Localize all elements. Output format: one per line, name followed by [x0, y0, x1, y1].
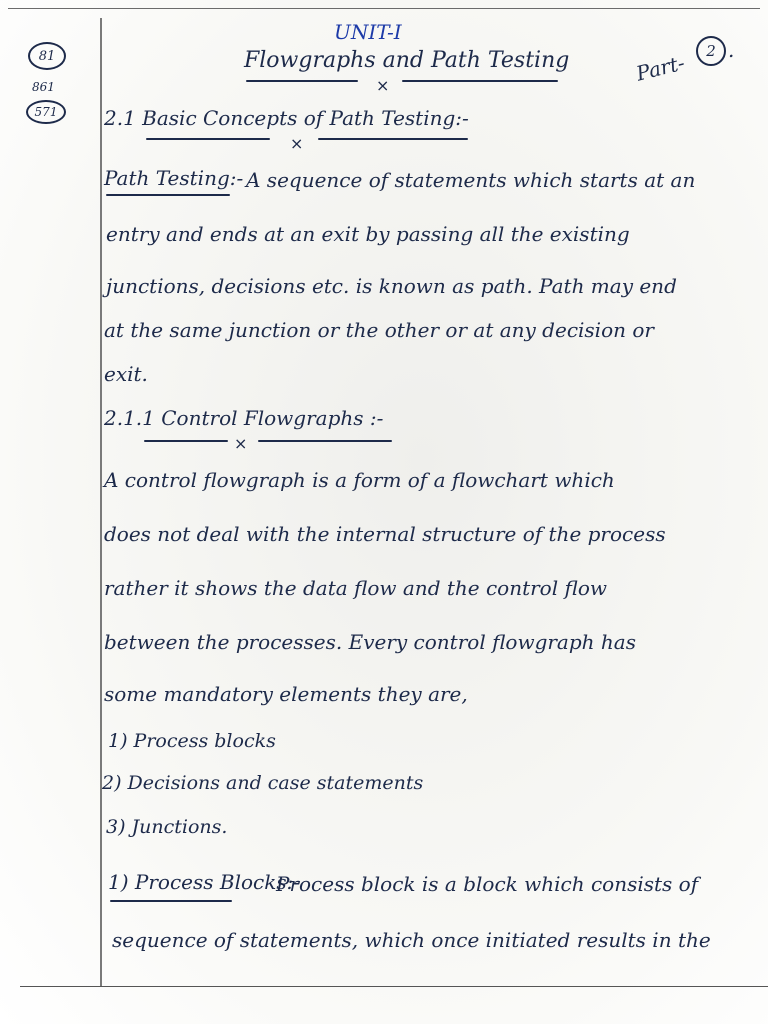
section-heading-2-1: 2.1 Basic Concepts of Path Testing:- [104, 106, 469, 130]
heading-underline-left [146, 138, 270, 140]
cross-mark: × [234, 434, 248, 453]
part-dot: . [728, 38, 735, 62]
body-line: rather it shows the data flow and the control flow [104, 576, 607, 600]
page-border-bottom [20, 986, 768, 987]
unit-label: UNIT-I [334, 20, 402, 44]
body-line: Process block is a block which consists of [276, 872, 699, 896]
body-line: does not deal with the internal structure of the process [104, 522, 666, 546]
cross-mark: × [290, 134, 304, 153]
body-line: A sequence of statements which starts at an [246, 168, 696, 192]
definition-term-underline [110, 900, 232, 902]
part-number: 2 [706, 42, 716, 60]
body-line: some mandatory elements they are, [104, 682, 468, 706]
cross-mark: × [376, 76, 390, 95]
heading-underline-right [258, 440, 392, 442]
margin-line [100, 18, 102, 986]
part-number-circle [696, 36, 726, 66]
body-line: A control flowgraph is a form of a flowchart which [104, 468, 615, 492]
body-line: between the processes. Every control flowgraph has [104, 630, 636, 654]
heading-underline-right [318, 138, 468, 140]
body-line: entry and ends at an exit by passing all the existing [106, 222, 630, 246]
title-underline-right [402, 80, 558, 82]
list-item: 3) Junctions. [106, 816, 228, 838]
margin-note-1: 81 [38, 48, 56, 64]
margin-note-circled [28, 42, 66, 70]
body-line: sequence of statements, which once initiated results in the [112, 928, 711, 952]
margin-note-circled-2 [26, 100, 66, 124]
section-heading-2-1-1: 2.1.1 Control Flowgraphs :- [104, 406, 384, 430]
body-line: exit. [104, 362, 148, 386]
margin-note-3: 571 [34, 105, 58, 119]
part-text: Part- [633, 50, 688, 86]
definition-term-underline [106, 194, 230, 196]
title-underline-left [246, 80, 358, 82]
list-item: 1) Process blocks [108, 730, 276, 752]
definition-term: Path Testing:- [104, 166, 244, 190]
list-item: 2) Decisions and case statements [102, 772, 424, 794]
page-title: Flowgraphs and Path Testing [244, 48, 570, 73]
body-line: junctions, decisions etc. is known as path. Path may end [106, 274, 677, 298]
heading-underline-left [144, 440, 228, 442]
margin-note-2: 861 [32, 80, 55, 94]
page-border-top [8, 8, 760, 9]
definition-term: 1) Process Blocks:- [108, 870, 301, 894]
body-line: at the same junction or the other or at any decision or [104, 318, 654, 342]
part-label [633, 50, 688, 86]
